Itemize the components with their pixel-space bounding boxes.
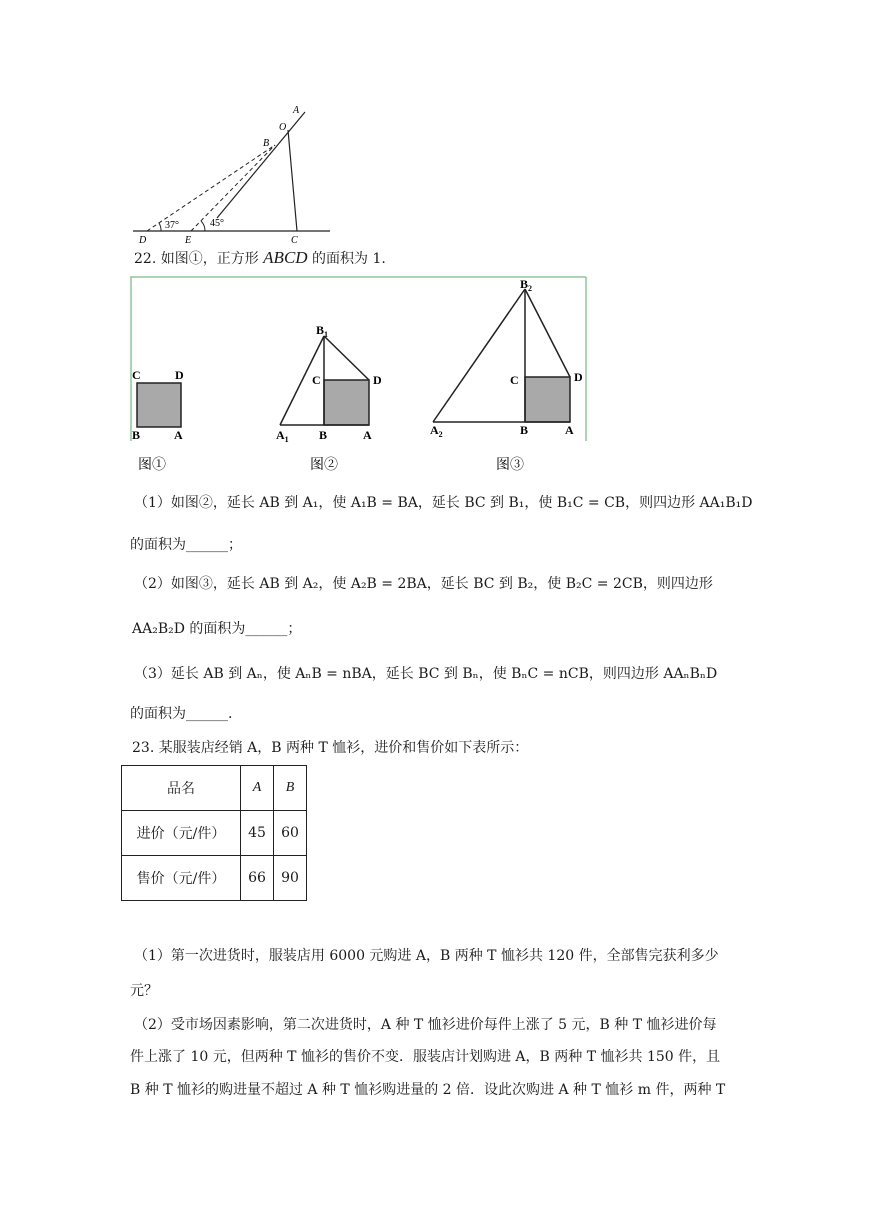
fig1-label-D: D [175, 368, 184, 382]
label-D: D [139, 235, 147, 246]
q22-figure-panel [130, 276, 588, 476]
q22-part1-line1: （1）如图②，延长 AB 到 A₁，使 A₁B = BA，延长 BC 到 B₁，使 B₁C = CB，则四边形 AA₁B₁D [134, 495, 753, 511]
table-cell: 进价（元/件） [122, 811, 241, 856]
label-A: A [293, 105, 300, 116]
label-angle-45: 45° [210, 218, 224, 229]
table-row [122, 856, 307, 901]
label-E: E [185, 235, 192, 246]
fig3-line-A2B2 [433, 289, 525, 422]
q22-heading-tail: 的面积为 1. [312, 251, 386, 267]
fig2-caption: 图② [310, 458, 338, 473]
label-O: O [279, 122, 287, 133]
table-header-name: 品名 [122, 766, 241, 811]
fig3-label-B: B [520, 423, 529, 437]
fig1-label-A: A [174, 428, 183, 442]
fig2-label-D: D [373, 373, 382, 387]
fig3-label-A: A [565, 423, 574, 437]
q23-part2-line1: （2）受市场因素影响，第二次进货时，A 种 T 恤衫进价每件上涨了 5 元，B 种 T 恤衫进价每 [134, 1017, 717, 1033]
q23-part1-line2: 元？ [130, 983, 158, 999]
fig1-label-B: B [132, 428, 141, 442]
fig3-caption: 图③ [496, 458, 524, 473]
q22-heading-text: 22. 如图①，正方形 [134, 251, 259, 267]
table-header-A: A [241, 766, 274, 811]
dashed-EB [191, 145, 275, 231]
top-geometry-figure [125, 100, 340, 250]
q22-part2-line1: （2）如图③，延长 AB 到 A₂，使 A₂B = 2BA，延长 BC 到 B₂，使 B₂C = 2CB，则四边形 [134, 576, 713, 592]
q23-part2-line3: B 种 T 恤衫的购进量不超过 A 种 T 恤衫购进量的 2 倍．设此次购进 A 种 T 恤衫 m 件，两种 T [130, 1082, 726, 1098]
q22-heading-math: ABCD [263, 248, 308, 267]
table-header-B: B [274, 766, 307, 811]
fig2-label-C: C [312, 373, 321, 387]
fig3-label-D: D [574, 370, 583, 384]
line-to-A [217, 112, 305, 218]
table-cell: 45 [241, 811, 274, 856]
q22-part3-line1: （3）延长 AB 到 Aₙ，使 AₙB = nBA，延长 BC 到 Bₙ，使 BₙC = nCB，则四边形 AAₙBₙD [134, 666, 718, 682]
q22-heading [134, 248, 386, 269]
q22-part1-line2: 的面积为______； [130, 537, 242, 553]
label-C: C [291, 235, 298, 246]
fig1-caption: 图① [138, 458, 166, 473]
fig2-label-A1: $A_1$ [276, 428, 289, 444]
fig2-square [324, 380, 369, 425]
fig2-label-A: A [363, 428, 372, 442]
angle-arc-D [159, 223, 161, 231]
fig1-square [137, 383, 181, 427]
fig2-line-B1D [324, 336, 369, 380]
table-cell: 66 [241, 856, 274, 901]
angle-arc-E [201, 221, 205, 231]
table-cell: 60 [274, 811, 307, 856]
fig3-square [525, 377, 570, 422]
q23-part2-line2: 件上涨了 10 元，但两种 T 恤衫的售价不变．服装店计划购进 A，B 两种 T 恤衫共 150 件，且 [130, 1049, 721, 1065]
table-row [122, 811, 307, 856]
fig2-label-B: B [319, 428, 328, 442]
fig1-label-C: C [132, 368, 141, 382]
table-cell: 90 [274, 856, 307, 901]
label-B: B [263, 138, 270, 149]
line-OC [288, 130, 297, 231]
q23-heading: 23. 某服装店经销 A，B 两种 T 恤衫，进价和售价如下表所示： [132, 740, 529, 756]
label-angle-37: 37° [165, 220, 179, 231]
fig3-label-A2: $A_2$ [430, 423, 443, 439]
q23-part1-line1: （1）第一次进货时，服装店用 6000 元购进 A，B 两种 T 恤衫共 120 件，全部售完获利多少 [134, 948, 719, 964]
table-row [122, 766, 307, 811]
q22-part2-line2: AA₂B₂D 的面积为______； [132, 621, 302, 637]
fig3-label-B2: $B_2$ [520, 277, 533, 293]
fig3-line-B2D [525, 289, 570, 377]
q22-part3-line2: 的面积为______. [130, 706, 233, 722]
fig3-label-C: C [510, 373, 519, 387]
table-cell: 售价（元/件） [122, 856, 241, 901]
q23-price-table [121, 765, 307, 901]
fig2-label-B1: $B_1$ [316, 323, 329, 339]
